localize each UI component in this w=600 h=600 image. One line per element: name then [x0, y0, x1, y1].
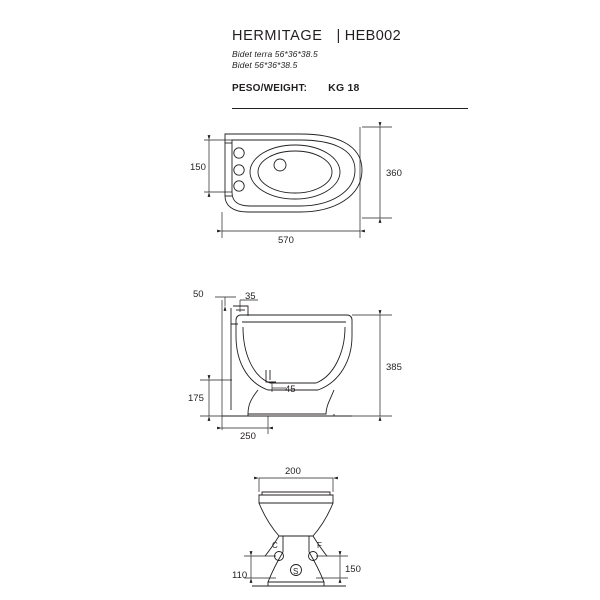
weight-label: PESO/WEIGHT:: [232, 82, 308, 94]
label-hole-f: F: [317, 541, 322, 550]
dim-top-360: 360: [386, 168, 402, 179]
dim-front-110: 110: [232, 570, 248, 581]
dim-top-150: 150: [190, 162, 206, 173]
dim-side-45: 45: [285, 384, 296, 395]
side-view-drawing: [222, 306, 352, 416]
label-hole-s: S: [293, 567, 299, 576]
product-subtitle-en: Bidet 56*36*38.5: [232, 60, 298, 71]
dim-side-385: 385: [386, 362, 402, 373]
dim-top-570: 570: [278, 235, 294, 246]
title-separator: |: [336, 28, 341, 44]
side-view-dimensions: [200, 297, 392, 434]
dim-front-150: 150: [345, 564, 361, 575]
dim-front-200: 200: [285, 466, 301, 477]
product-code: HEB002: [344, 28, 402, 44]
top-view-drawing: [225, 134, 362, 212]
dim-side-250: 250: [240, 431, 256, 442]
front-view-dimensions: [244, 478, 348, 578]
dim-side-50: 50: [193, 289, 204, 300]
product-subtitle-it: Bidet terra 56*36*38.5: [232, 49, 318, 59]
weight-value: KG 18: [328, 81, 360, 94]
dim-side-35: 35: [245, 291, 256, 302]
label-hole-c: C: [272, 541, 278, 550]
product-name: HERMITAGE: [232, 28, 323, 44]
dim-side-175: 175: [188, 393, 204, 404]
front-view-drawing: [252, 492, 346, 586]
